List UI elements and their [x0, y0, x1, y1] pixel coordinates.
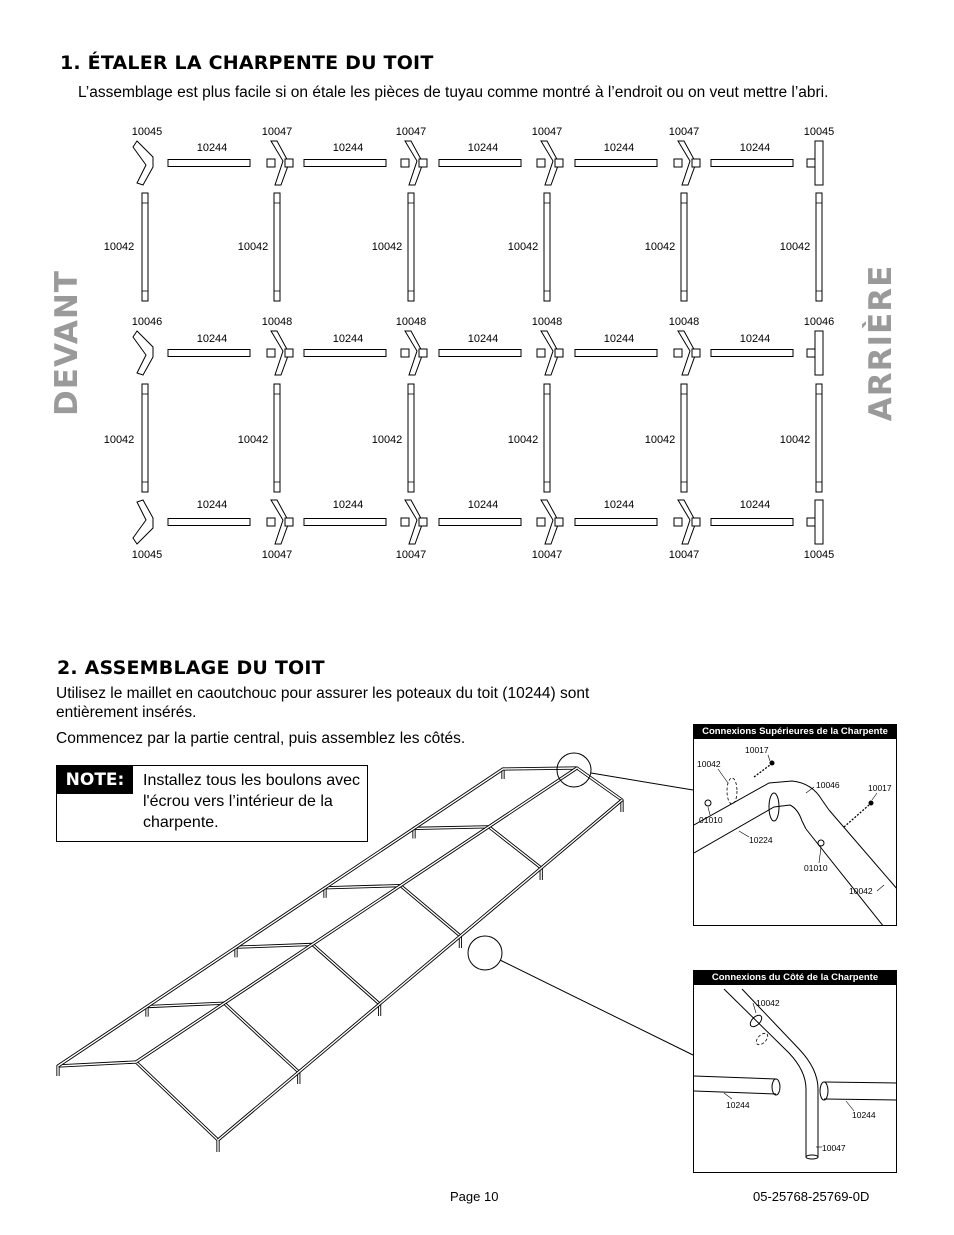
inset-side-title: Connexions du Côté de la Charpente [694, 971, 896, 985]
connector-part-label: 10047 [531, 126, 563, 138]
inset-top-label: 10046 [816, 780, 840, 790]
pipe-part-label: 10042 [644, 241, 676, 253]
roof-rafter-inner [58, 1062, 218, 1152]
pipe-part-label: 10244 [332, 333, 364, 345]
pipe-part-label: 10042 [371, 434, 403, 446]
inset-side-connections [693, 970, 897, 1173]
back-label: ARRIÈRE [863, 264, 899, 422]
inset-top-label: 10017 [868, 783, 892, 793]
pipe-part-label: 10244 [332, 142, 364, 154]
connector-part-label: 10048 [261, 316, 293, 328]
pipe-part-label: 10244 [739, 142, 771, 154]
inset-side-label: 10042 [756, 998, 780, 1008]
front-label: DEVANT [49, 270, 85, 416]
connector-part-label: 10047 [395, 549, 427, 561]
pipe-part-label: 10042 [507, 241, 539, 253]
inset-side-drawing [694, 971, 897, 1173]
inset-top-label: 01010 [699, 815, 723, 825]
section2-title: 2. ASSEMBLAGE DU TOIT [57, 657, 325, 679]
pipe-part-label: 10042 [103, 434, 135, 446]
pipe-part-label: 10244 [739, 499, 771, 511]
section2-text1: Utilisez le maillet en caoutchouc pour assurer les poteaux du toit (10244) sont entièrement insérés. [56, 685, 590, 721]
pipe-part-label: 10244 [603, 499, 635, 511]
inset-top-label: 01010 [804, 863, 828, 873]
page-number: Page 10 [450, 1189, 499, 1204]
inset-top-drawing [694, 725, 897, 926]
inset-side-label: 10244 [726, 1100, 750, 1110]
pipe-part-label: 10244 [196, 333, 228, 345]
section1-title: 1. ÉTALER LA CHARPENTE DU TOIT [60, 52, 434, 74]
pipe-part-label: 10244 [467, 333, 499, 345]
connector-part-label: 10047 [668, 549, 700, 561]
connector-part-label: 10045 [803, 549, 835, 561]
roof-rafter [325, 886, 460, 948]
pipe-part-label: 10042 [507, 434, 539, 446]
note-box [56, 765, 368, 842]
pipe-part-label: 10244 [603, 142, 635, 154]
roof-rafter [147, 1003, 299, 1084]
connector-part-label: 10045 [131, 126, 163, 138]
note-label: NOTE: [57, 766, 133, 794]
connector-part-label: 10047 [668, 126, 700, 138]
note-text: Installez tous les boulons avec l'écrou vers l’intérieur de la charpente. [143, 772, 361, 831]
callout-circle-side [468, 936, 502, 970]
pipe-part-label: 10042 [237, 241, 269, 253]
section1-text: L’assemblage est plus facile si on étale les pièces de tuyau comme montré à l’endroit ou on veut mettre l’abri. [78, 84, 829, 101]
connector-part-label: 10048 [668, 316, 700, 328]
connector-part-label: 10046 [803, 316, 835, 328]
section2-text2: Commencez par la partie central, puis assemblez les côtés. [56, 730, 466, 747]
connector-part-label: 10047 [261, 549, 293, 561]
inset-side-label: 10047 [822, 1143, 846, 1153]
pipe-part-label: 10244 [603, 333, 635, 345]
pipe-part-label: 10244 [467, 142, 499, 154]
pipe-part-label: 10042 [371, 241, 403, 253]
roof-eave-pole-right-inner [218, 800, 622, 1140]
inset-top-label: 10017 [745, 745, 769, 755]
connector-part-label: 10048 [531, 316, 563, 328]
pipe-part-label: 10042 [644, 434, 676, 446]
callout-line-side [500, 960, 693, 1055]
connector-part-label: 10045 [803, 126, 835, 138]
connector-part-label: 10047 [531, 549, 563, 561]
pipe-part-label: 10244 [467, 499, 499, 511]
document-number: 05-25768-25769-0D [753, 1189, 870, 1204]
connector-part-label: 10048 [395, 316, 427, 328]
inset-top-label: 10042 [849, 886, 873, 896]
roof-rafter-inner [147, 1003, 299, 1084]
inset-side-label: 10244 [852, 1110, 876, 1120]
connector-part-label: 10047 [261, 126, 293, 138]
connector-part-label: 10047 [395, 126, 427, 138]
roof-rafter [58, 1062, 218, 1152]
connector-part-label: 10046 [131, 316, 163, 328]
inset-top-connections [693, 724, 897, 926]
inset-top-label: 10224 [749, 835, 773, 845]
pipe-part-label: 10042 [779, 434, 811, 446]
pipe-part-label: 10244 [196, 142, 228, 154]
pipe-part-label: 10042 [103, 241, 135, 253]
pipe-part-label: 10042 [779, 241, 811, 253]
pipe-part-label: 10244 [332, 499, 364, 511]
inset-top-label: 10042 [697, 759, 721, 769]
pipe-part-label: 10042 [237, 434, 269, 446]
pipe-part-label: 10244 [739, 333, 771, 345]
inset-top-title: Connexions Supérieures de la Charpente [694, 725, 896, 739]
pipe-part-label: 10244 [196, 499, 228, 511]
connector-part-label: 10045 [131, 549, 163, 561]
